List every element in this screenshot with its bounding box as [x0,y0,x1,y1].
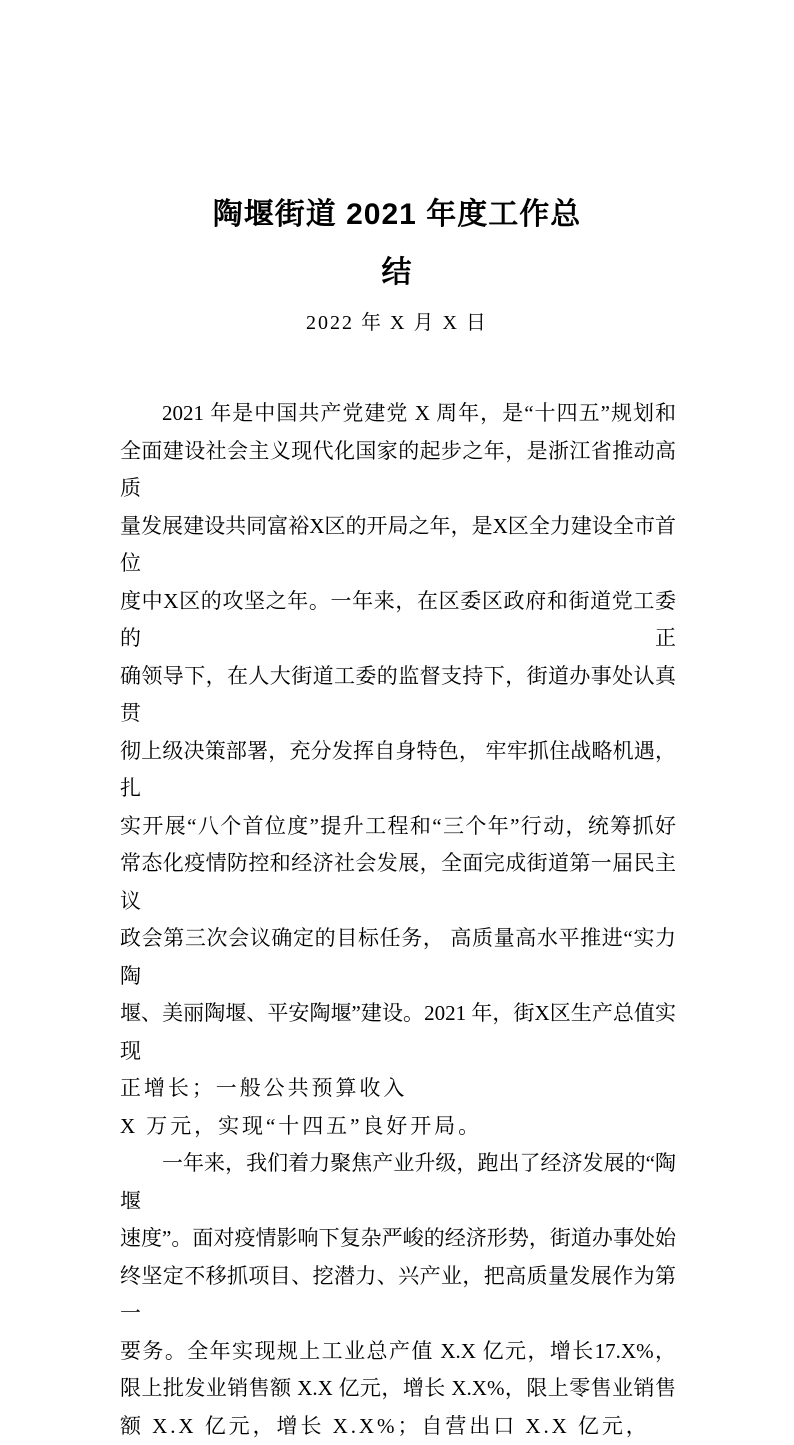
body-line: 额 X.X 亿元，增长 X.X%；自营出口 X.X 亿元， [120,1408,676,1445]
body-line: 确领导下，在人大街道工委的监督支持下，街道办事处认真贯 [120,658,676,733]
body-line: 实开展“八个首位度”提升工程和“三个年”行动，统筹抓好 [120,808,676,846]
title-line-1: 陶堰街道 2021 年度工作总 [0,186,794,244]
document-title [0,186,794,302]
body-line: 政会第三次会议确定的目标任务， 高质量高水平推进“实力陶 [120,920,676,995]
body-line: 正增长；一般公共预算收入 [120,1070,676,1108]
body-line: 度中X区的攻坚之年。一年来，在区委区政府和街道党工委的正 [120,583,676,658]
body-line: X 万元，实现“十四五”良好开局。 [120,1108,676,1146]
title-line-2: 结 [0,244,794,302]
body-line: 速度”。面对疫情影响下复杂严峻的经济形势，街道办事处始 [120,1220,676,1258]
body-line: 常态化疫情防控和经济社会发展，全面完成街道第一届民主议 [120,845,676,920]
body-line: 堰、美丽陶堰、平安陶堰”建设。2021 年，街X区生产总值实现 [120,995,676,1070]
body-line: 量发展建设共同富裕X区的开局之年，是X区全力建设全市首位 [120,508,676,583]
body-line: 终坚定不移抓项目、挖潜力、兴产业，把高质量发展作为第一 [120,1258,676,1333]
document-body [120,395,676,1445]
paragraph-2 [120,1145,676,1445]
body-line: 一年来，我们着力聚焦产业升级，跑出了经济发展的“陶堰 [120,1145,676,1220]
body-line: 彻上级决策部署，充分发挥自身特色， 牢牢抓住战略机遇，扎 [120,733,676,808]
document-date: 2022 年 X 月 X 日 [0,308,794,338]
body-line: 限上批发业销售额 X.X 亿元，增长 X.X%，限上零售业销售 [120,1370,676,1408]
body-line: 要务。全年实现规上工业总产值 X.X 亿元，增长17.X%， [120,1333,676,1371]
paragraph-1 [120,395,676,1145]
body-line: 全面建设社会主义现代化国家的起步之年，是浙江省推动高质 [120,433,676,508]
body-line: 2021 年是中国共产党建党 X 周年，是“十四五”规划和 [120,395,676,433]
